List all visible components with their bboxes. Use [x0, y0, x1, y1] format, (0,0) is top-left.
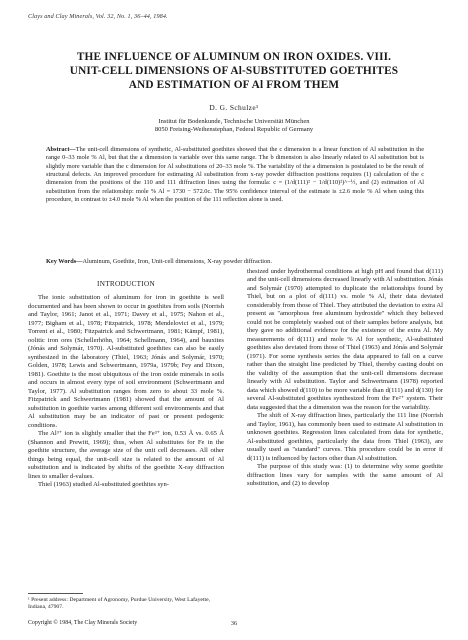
paragraph: The ionic substitution of aluminum for iron in goethite is well documented and has been shown to occur in goethites from soils (Norrish and Taylor, 1961; Janot et al., 1971; Davey et al., 1975; Nahon et al., 1977; Bigham et al., 1978; Fitzpatrick, 1978; Mendelovici et al., 1979; Torrent et al., 1980; Fitzpatrick and Schwertmann, 1981; Kämpf, 1981), oolitic iron ores (Schellerhöhn, 1964; Schellmann, 1964), and bauxites (Jónás and Solymár, 1970). Al-substituted goethites can also be easily synthesized in the laboratory (Thiel, 1963; Jónás and Solymár, 1970; Golden, 1978; Lewis and Schwertmann, 1979a, 1979b; Fey and Dixon, 1981). Goethite is the most ubiquitous of the iron oxide minerals in soils and occurs in almost every type of soil environment (Schwertmann and Taylor, 1977). Al substitution ranges from zero to about 33 mole %. Fitzpatrick and Schwertmann (1981) showed that the amount of Al substitution in goethite varies among different soil environments and that Al substitution may be an indicator of past or present pedogenic conditions.: [28, 294, 224, 429]
abstract-label: Abstract—: [46, 146, 76, 153]
right-column: [247, 268, 443, 489]
copyright-notice: Copyright © 1984, The Clay Minerals Society: [28, 620, 138, 626]
paragraph: The shift of X-ray diffraction lines, particularly the 111 line (Norrish and Taylor, 1961), has commonly been used to estimate Al substitution in unknown goethites. Regression lines calculated from data for synthetic, Al-substituted goethites, particularly the data from Thiel (1963), are usually used as "standard" curves. This procedure could be in error if d(111) is influenced by factors other than Al substitution.: [247, 412, 443, 462]
author-name: D. G. Schulze¹: [209, 103, 259, 112]
title-line: UNIT-CELL DIMENSIONS OF Al-SUBSTITUTED GOETHITES: [69, 65, 399, 78]
keywords-text: Aluminum, Goethite, Iron, Unit-cell dimensions, X-ray powder diffraction.: [82, 258, 272, 265]
running-head: Clays and Clay Minerals, Vol. 32, No. 1, 36–44, 1984.: [28, 13, 168, 20]
affiliation-line: Institut für Bodenkunde, Technische Universität München: [158, 118, 310, 125]
left-column: [28, 280, 224, 490]
paragraph: The purpose of this study was: (1) to determine why some goethite diffraction lines vary for samples with the same amount of Al substitution, and (2) to develop: [247, 463, 443, 488]
title-line: AND ESTIMATION OF Al FROM THEM: [128, 79, 340, 92]
abstract-text: The unit-cell dimensions of synthetic, Al-substituted goethites showed that the c dimension is a linear function of Al substitution in the range 0–33 mole % Al, but that the a dimension is variable over this same range. The b dimension is also linearly related to Al substitution but is slightly more variable than the c dimension for Al substitutions of 20–33 mole %. The variability of the a dimension is postulated to be the result of structural defects. An improved procedure for estimating Al substitution from x-ray powder diffraction positions requires (1) calculation of the c dimension from the positions of the 110 and 111 diffraction lines using the formula: c = (1/d(111)² − 1/d(110)²)^−½, and (2) estimation of Al substitution from the relationship: mole % Al = 1730 − 572.0c. The 95% confidence interval of the estimate is ±2.6 mole % Al when using this procedure, in contrast to ±4.0 mole % Al when the position of the 111 reflection alone is used.: [46, 146, 424, 204]
paragraph: The Al³⁺ ion is slightly smaller that the Fe³⁺ ion, 0.53 Å vs. 0.65 Å (Shannon and Prewitt, 1969); thus, when Al substitutes for Fe in the goethite structure, the average size of the unit cell decreases. All other things being equal, the unit-cell size is related to the amount of Al substitution and is indicated by shifts of the goethite X-ray diffraction lines to smaller d-values.: [28, 430, 224, 480]
paragraph: Thiel (1963) studied Al-substituted goethites syn-: [38, 481, 169, 489]
title-line: THE INFLUENCE OF ALUMINUM ON IRON OXIDES. VIII.: [76, 51, 392, 63]
page-number: 36: [230, 620, 238, 627]
keywords: [46, 258, 424, 266]
footnote: ¹ Present address: Department of Agronomy, Purdue University, West Lafayette, Indiana, 47907.: [28, 597, 211, 610]
article-title: [20, 50, 448, 93]
paragraph: thesized under hydrothermal conditions at high pH and found that d(111) and the unit-cell dimensions decreased linearly with Al substitution. Jónás and Solymár (1970) attempted to duplicate the relationships found by Thiel, but on a plot of d(111) vs. mole % Al, their data deviated considerably from those of Thiel. They attributed the deviation to extra Al present as "amorphous free aluminum hydroxide" which they believed could not be completely washed out of their samples before analysis, but they gave no additional evidence for the existence of the extra Al. My measurements of d(111) and mole % Al for synthetic, Al-substituted goethites also deviated from those of Thiel (1963) and Jónás and Solymár (1971). For some synthesis series the data appeared to fall on a curve rather than the straight line predicted by Thiel, thereby casting doubt on the validity of the assumption that the unit-cell dimensions decrease linearly with Al substitution. Taylor and Schwertmann (1978) reported data which showed d(110) to be more variable than d(111) and d(130) for several Al-substituted goethites synthesized from the Fe²⁺ system. Their data suggested that the a dimension was the reason for the variability.: [247, 268, 443, 411]
abstract: [46, 146, 424, 204]
keywords-label: Key Words—: [46, 258, 83, 265]
footnote-divider: [28, 593, 83, 594]
affiliation-line: 8050 Freising-Weihenstephan, Federal Republic of Germany: [154, 126, 314, 134]
section-heading: INTRODUCTION: [97, 280, 155, 288]
author-affiliation: [0, 118, 468, 135]
